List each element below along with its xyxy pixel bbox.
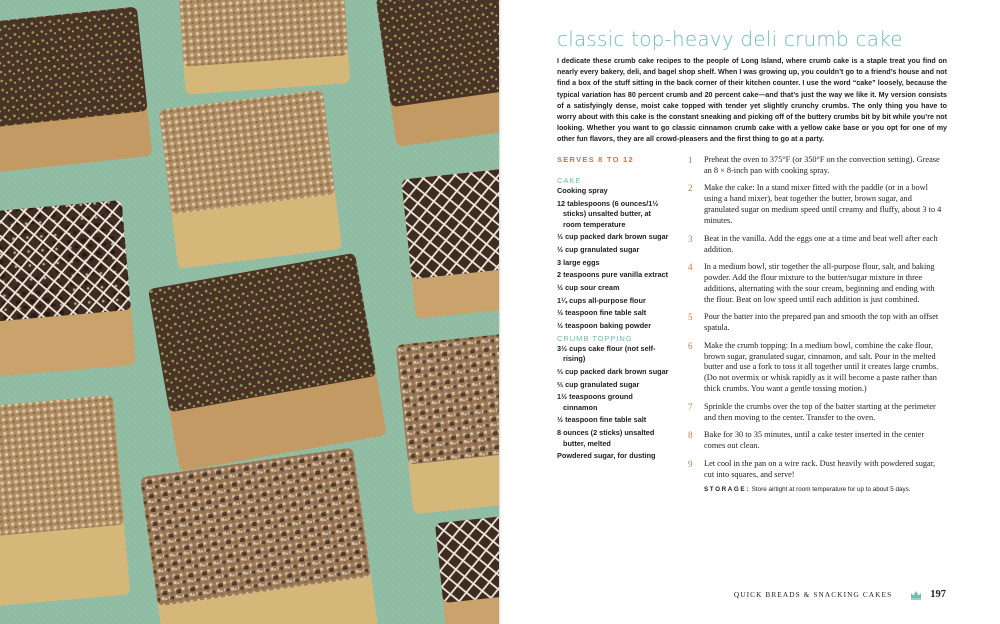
ingredient-item: ½ teaspoon baking powder [557, 321, 652, 331]
step-number: 2 [688, 183, 693, 194]
step-number: 4 [688, 262, 693, 273]
storage-text: Store airtight at room temperature for up to about 5 days. [751, 486, 911, 493]
crown-icon [910, 590, 922, 600]
serves-label: SERVES 8 TO 12 [557, 155, 634, 164]
step-item [688, 312, 945, 334]
step-number: 1 [688, 155, 693, 165]
step-text: Pour the batter into the prepared pan and smooth the top with an offset spatula. [704, 312, 939, 333]
crumb-topping-heading: CRUMB TOPPING [557, 333, 633, 343]
step-item [688, 341, 945, 396]
ingredient-item: ½ cup granulated sugar [557, 244, 640, 254]
step-number: 8 [688, 430, 693, 441]
step-item [688, 183, 945, 227]
page-number: 197 [930, 589, 946, 600]
ingredient-item: 3 large eggs [557, 257, 600, 267]
ingredients-column [557, 155, 669, 464]
step-number: 6 [688, 340, 693, 351]
step-text: Preheat the oven to 375°F (or 350°F on the convection setting). Grease an 8 × 8-inch pan with cooking spray. [704, 155, 940, 175]
ingredient-item: ½ cup sour cream [557, 283, 620, 293]
running-head: QUICK BREADS & SNACKING CAKES [733, 590, 893, 599]
recipe-intro: I dedicate these crumb cake recipes to the people of Long Island, where crumb cake is a staple treat you find on nearly every bakery, deli, and bagel shop shelf. When I was growing up, you couldn’t go to a friend’s house and not find a box of the stuff sitting in the back corner of their kitchen counter. I use the word “cake” loosely, because the typical variation has 80 percent crumb and 20 percent cake—and that’s just the way we like it. My version consists of a satisfyingly dense, moist cake topped with tender yet slightly crunchy crumbs. The only thing you have to worry about with this cake is the constant sneaking and picking off of the buttery crumbs bit by bit while you’re not looking. Whether you want to go classic cinnamon crumb cake with a yellow cake base or you opt for one of my other fun flavors, they are all crowd-pleasers and the first thing to go at a party. [557, 57, 947, 144]
ingredient-item: Powdered sugar, for dusting [557, 451, 656, 461]
ingredient-item: ½ teaspoon fine table salt [557, 308, 647, 318]
step-number: 9 [688, 458, 693, 469]
directions-list [688, 155, 945, 480]
crumb-cake-illustration [0, 0, 499, 624]
step-number: 5 [688, 312, 693, 323]
step-item [688, 402, 945, 424]
cake-ingredient-list [557, 186, 669, 332]
ingredient-item: ½ cup packed dark brown sugar [557, 232, 669, 242]
ingredient-item: ½ teaspoon fine table salt [557, 415, 647, 425]
recipe-page [502, 0, 1000, 624]
ingredient-item: ⅔ cup packed dark brown sugar [557, 366, 669, 376]
step-text: Let cool in the pan on a wire rack. Dust heavily with powdered sugar, cut into squares, and serve! [704, 458, 936, 479]
step-number: 7 [688, 401, 693, 412]
step-text: Make the crumb topping: In a medium bowl, combine the cake flour, brown sugar, granulated sugar, cinnamon, and salt. Pour in the melted butter and use a fork to toss it all together until it creates large crumbs. (Do not overmix or whisk rapidly as it will become a paste rather than thick crumbs. You want a gentle tossing motion.) [704, 340, 939, 394]
cake-heading: CAKE [557, 176, 582, 185]
step-text: Beat in the vanilla. Add the eggs one at a time and beat well after each addition. [704, 233, 938, 254]
ingredient-item: 1½ teaspoons ground cinnamon [557, 392, 633, 412]
crumb-ingredient-list [557, 344, 669, 462]
storage-label: STORAGE: [704, 486, 750, 493]
step-text: Bake for 30 to 35 minutes, until a cake tester inserted in the center comes out clean. [704, 430, 925, 451]
step-number: 3 [688, 233, 693, 244]
step-item [688, 459, 945, 481]
storage-note [688, 486, 945, 493]
step-item [688, 430, 945, 452]
ingredient-item: 8 ounces (2 sticks) unsalted butter, melted [557, 428, 655, 448]
ingredient-item: 1¼ cups all-purpose flour [557, 295, 646, 305]
crumb-cake-photo [0, 0, 499, 624]
step-item [688, 155, 945, 177]
ingredient-item: Cooking spray [557, 186, 608, 195]
step-text: Sprinkle the crumbs over the top of the batter starting at the perimeter and then moving to the center. Transfer to the oven. [704, 401, 936, 422]
ingredient-item: 3½ cups cake flour (not self-rising) [557, 343, 656, 364]
page-footer [734, 589, 946, 600]
recipe-title: classic top-heavy deli crumb cake [557, 27, 903, 51]
ingredient-item: 12 tablespoons (6 ounces/1½ sticks) unsalted butter, at room temperature [557, 198, 659, 229]
step-text: Make the cake: In a stand mixer fitted with the paddle (or in a bowl using a hand mixer), beat together the butter, brown sugar, and granulated sugar on medium speed until creamy and fluffy, about 3 to 4 minutes. [704, 183, 942, 226]
step-item [688, 262, 945, 306]
step-item [688, 234, 945, 256]
step-text: In a medium bowl, stir together the all-purpose flour, salt, and baking powder. Add the flour mixture to the butter/sugar mixture in three additions, alternating with the sour cream, beginning and ending with the flour. Beat on low speed until each addition is just combined. [704, 262, 935, 304]
ingredient-item: 2 teaspoons pure vanilla extract [557, 270, 669, 280]
directions-column [688, 155, 945, 493]
ingredient-item: ⅔ cup granulated sugar [557, 379, 640, 389]
